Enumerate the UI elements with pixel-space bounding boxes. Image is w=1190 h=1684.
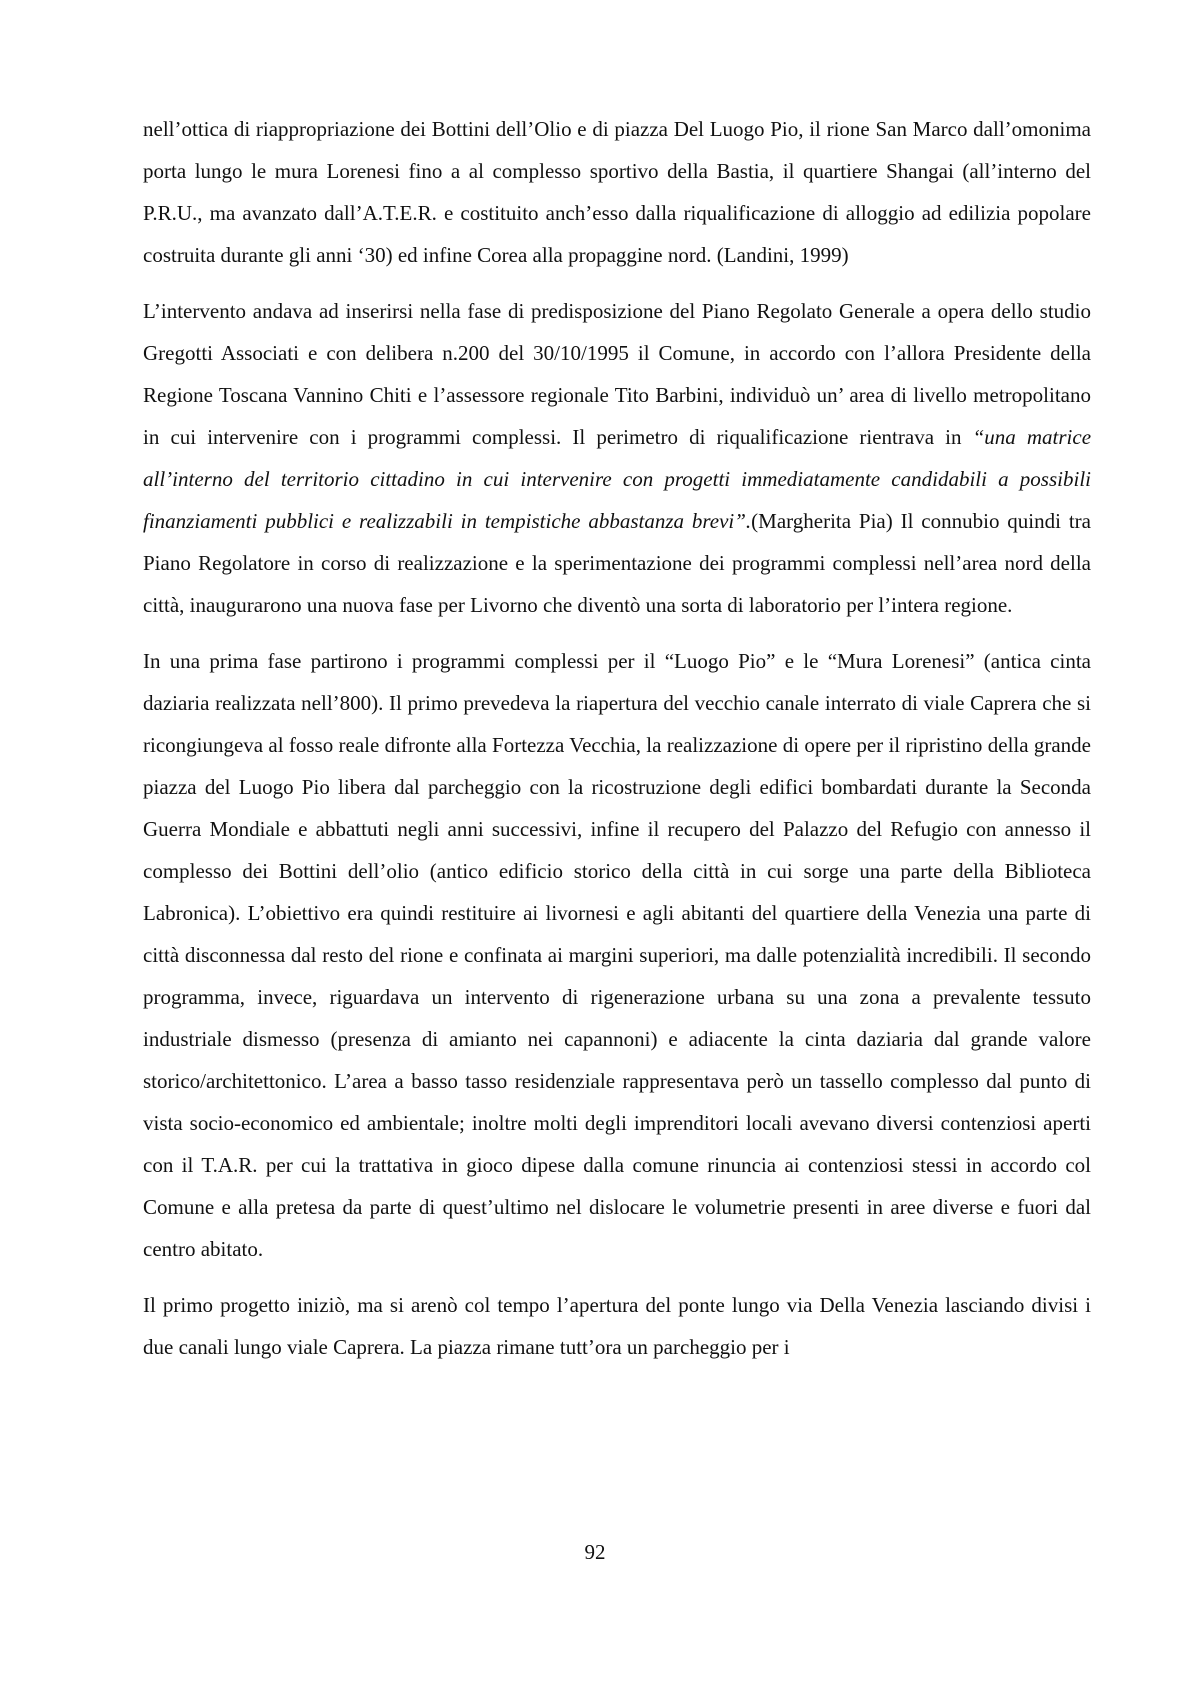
paragraph-1: nell’ottica di riappropriazione dei Bottini dell’Olio e di piazza Del Luogo Pio, il rione San Marco dall’omonima porta lungo le mura Lorenesi fino a al complesso sportivo della Bastia, il quartiere Shangai (all’interno del P.R.U., ma avanzato dall’A.T.E.R. e costituito anch’esso dalla riqualificazione di alloggio ad edilizia popolare costruita durante gli anni ‘30) ed infine Corea alla propaggine nord. (Landini, 1999): [143, 117, 1091, 267]
page-number: 92: [584, 1540, 606, 1564]
paragraph-4: Il primo progetto iniziò, ma si arenò col tempo l’apertura del ponte lungo via Della Venezia lasciando divisi i due canali lungo viale Caprera. La piazza rimane tutt’ora un parcheggio per i: [143, 1293, 1091, 1359]
paragraph-2-text-before: L’intervento andava ad inserirsi nella fase di predisposizione del Piano Regolato Generale a opera dello studio Gregotti Associati e con delibera n.200 del 30/10/1995 il Comune, in accordo con l’allora Presidente della Regione Toscana Vannino Chiti e l’assessore regionale Tito Barbini, individuò un’ area di livello metropolitano in cui intervenire con i programmi complessi. Il perimetro di riqualificazione rientrava in: [143, 299, 1091, 449]
italic-quote: “una matrice all’interno del territorio cittadino in cui intervenire con progetti immediatamente candidabili a possibili finanziamenti pubblici e realizzabili in tempistiche abbastanza brevi”.: [143, 425, 1092, 533]
paragraph-2-text-after: (Margherita Pia) Il connubio quindi tra Piano Regolatore in corso di realizzazione e la sperimentazione dei programmi complessi nell’area nord della città, inaugurarono una nuova fase per Livorno che diventò una sorta di laboratorio per l’intera regione.: [143, 509, 1091, 617]
paragraph-3: In una prima fase partirono i programmi complessi per il “Luogo Pio” e le “Mura Lorenesi” (antica cinta daziaria realizzata nell’800). Il primo prevedeva la riapertura del vecchio canale interrato di viale Caprera che si ricongiungeva al fosso reale difronte alla Fortezza Vecchia, la realizzazione di opere per il ripristino della grande piazza del Luogo Pio libera dal parcheggio con la ricostruzione degli edifici bombardati durante la Seconda Guerra Mondiale e abbattuti negli anni successivi, infine il recupero del Palazzo del Refugio con annesso il complesso dei Bottini dell’olio (antico edificio storico della città in cui sorge una parte della Biblioteca Labronica). L’obiettivo era quindi restituire ai livornesi e agli abitanti del quartiere della Venezia una parte di città disconnessa dal resto del rione e confinata ai margini superiori, ma dalle potenzialità incredibili. Il secondo programma, invece, riguardava un intervento di rigenerazione urbana su una zona a prevalente tessuto industriale dismesso (presenza di amianto nei capannoni) e adiacente la cinta daziaria dal grande valore storico/architettonico. L’area a basso tasso residenziale rappresentava però un tassello complesso dal punto di vista socio-economico ed ambientale; inoltre molti degli imprenditori locali avevano diversi contenziosi aperti con il T.A.R. per cui la trattativa in gioco dipese dalla comune rinuncia ai contenziosi stessi in accordo col Comune e alla pretesa da parte di quest’ultimo nel dislocare le volumetrie presenti in aree diverse e fuori dal centro abitato.: [143, 649, 1091, 1261]
paragraph-2: [143, 290, 1091, 626]
document-body: [143, 108, 1091, 1382]
